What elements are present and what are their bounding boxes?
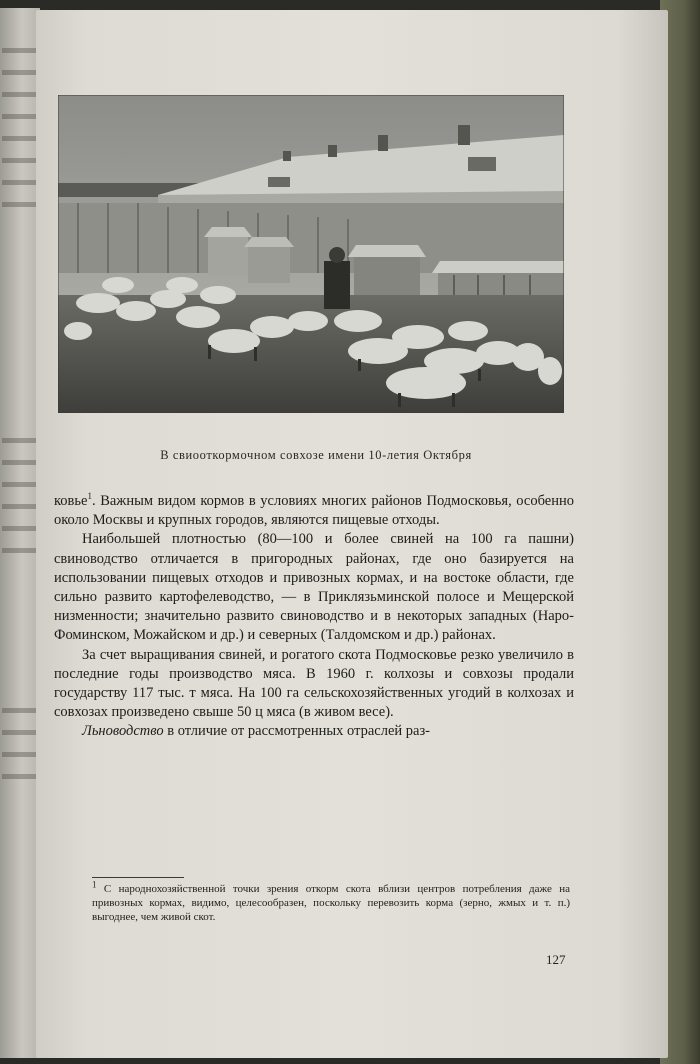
paragraph-1: ковье$^1$. Важным видом кормов в условиях многих районов Подмосковья, особенно около Москвы и крупных городов, являются пищевые отходы. (54, 491, 574, 529)
adjacent-page-edge (0, 8, 40, 1058)
page-number: 127 (546, 952, 566, 967)
footnote-number: 1 (92, 879, 97, 890)
footnote-reference: 1 (87, 491, 92, 502)
photo-caption: В свиооткормочном совхозе имени 10-летия Октября (160, 448, 472, 462)
footnote (92, 879, 570, 924)
footnote-text: С народнохозяйственной точки зрения откорм скота вблизи центров потребления даже на привозных кормах, видимо, целесообразен, поскольку перевозить корма (зерно, жмых и т. п.) выгоднее, чем живой скот. (92, 883, 570, 923)
paragraph-3: За счет выращивания свиней, и рогатого скота Подмосковье резко увеличило в последние годы производство мяса. В 1960 г. колхозы и совхозы продали государству 117 тыс. т мяса. На 100 га сельскохозяйственных угодий в колхозах и совхозах произведено свыше 50 ц мяса (в живом весе). (54, 646, 574, 721)
footnote-separator (92, 877, 184, 878)
pig-farm-photograph (58, 95, 564, 413)
emphasized-term: Льноводство (82, 723, 164, 740)
body-text (54, 492, 574, 742)
paragraph-4: Льноводство в отличие от рассмотренных отраслей раз- (82, 723, 431, 740)
paragraph-2: Наибольшей плотностью (80—100 и более свиней на 100 га пашни) свиноводство отличается в пригородных районах, где оно базируется на использовании пищевых отходов и привозных кормах, и на востоке области, где сильно развито картофелеводство, — в Приклязьминской полосе и Мещерской низменности; значительно развито свиноводство и в некоторых западных (Наро-Фоминском, Можайском и др.) и северных (Талдомском и др.) районах. (54, 531, 574, 644)
book-page (36, 10, 668, 1058)
